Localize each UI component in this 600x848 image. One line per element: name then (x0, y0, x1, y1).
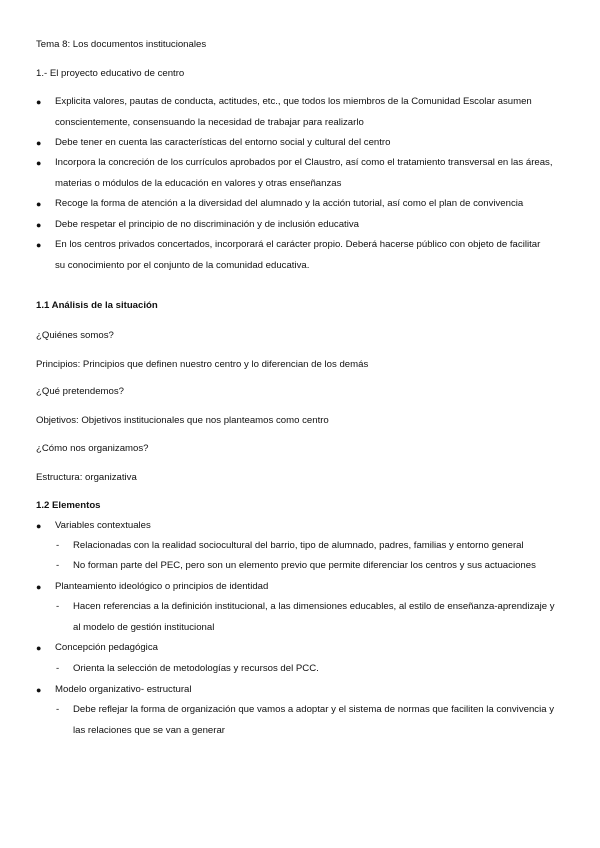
list-item: ● Variables contextuales (55, 516, 560, 537)
answer-text: Objetivos: Objetivos institucionales que nos planteamos como centro (36, 415, 329, 426)
subsection-heading: 1.1 Análisis de la situación (36, 300, 158, 311)
answer-text: Principios: Principios que definen nuestro centro y lo diferencian de los demás (36, 359, 369, 370)
bullet-icon: ● (36, 685, 42, 695)
sub-list-item: - No forman parte del PEC, pero son un elemento previo que permite diferenciar los centros y sus actuaciones (73, 556, 563, 577)
dash-icon: - (56, 704, 60, 715)
bullet-icon: ● (36, 521, 42, 531)
bullet-icon: ● (36, 643, 42, 653)
list-item: ● Planteamiento ideológico o principios de identidad (55, 577, 560, 598)
list-item: ● Recoge la forma de atención a la diversidad del alumnado y la acción tutorial, así como el plan de convivencia (55, 194, 575, 215)
dash-icon: - (56, 601, 60, 612)
bullet-icon: ● (36, 158, 42, 168)
question-text: ¿Cómo nos organizamos? (36, 443, 149, 454)
list-item: ● Debe respetar el principio de no discriminación y de inclusión educativa (55, 215, 560, 236)
dash-icon: - (56, 663, 60, 674)
list-item: ● Incorpora la concreción de los currículos aprobados por el Claustro, así como el tratamiento transversal en las áreas, materias o módulos de la educación en valores y otras enseñanzas (55, 153, 555, 194)
bullet-icon: ● (36, 582, 42, 592)
dash-icon: - (56, 540, 60, 551)
sub-list-item: - Orienta la selección de metodologías y recursos del PCC. (73, 659, 563, 680)
bullet-icon: ● (36, 220, 42, 230)
page-title: Tema 8: Los documentos institucionales (36, 39, 207, 50)
section-heading: 1.- El proyecto educativo de centro (36, 68, 185, 79)
subsection-heading: 1.2 Elementos (36, 500, 101, 511)
question-text: ¿Qué pretendemos? (36, 386, 124, 397)
list-item: ● Debe tener en cuenta las características del entorno social y cultural del centro (55, 133, 560, 154)
bullet-icon: ● (36, 138, 42, 148)
bullet-icon: ● (36, 240, 42, 250)
list-item: ● Modelo organizativo- estructural (55, 680, 560, 701)
sub-list-item: - Debe reflejar la forma de organización que vamos a adoptar y el sistema de normas que faciliten la convivencia y las relaciones que se van a generar (73, 700, 563, 741)
list-item: ● Concepción pedagógica (55, 638, 560, 659)
bullet-icon: ● (36, 199, 42, 209)
dash-icon: - (56, 560, 60, 571)
question-text: ¿Quiénes somos? (36, 330, 114, 341)
sub-list-item: - Hacen referencias a la definición institucional, a las dimensiones educables, al estilo de enseñanza-aprendizaje y al modelo de gestión institucional (73, 597, 558, 638)
sub-list-item: - Relacionadas con la realidad sociocultural del barrio, tipo de alumnado, padres, familias y entorno general (73, 536, 563, 557)
bullet-icon: ● (36, 97, 42, 107)
list-item: ● En los centros privados concertados, incorporará el carácter propio. Deberá hacerse público con objeto de facilitar su conocimiento por el conjunto de la comunidad educativa. (55, 235, 550, 276)
list-item: ● Explicita valores, pautas de conducta, actitudes, etc., que todos los miembros de la Comunidad Escolar asumen conscientemente, consensuando la necesidad de trabajar para realizarlo (55, 92, 555, 133)
answer-text: Estructura: organizativa (36, 472, 137, 483)
